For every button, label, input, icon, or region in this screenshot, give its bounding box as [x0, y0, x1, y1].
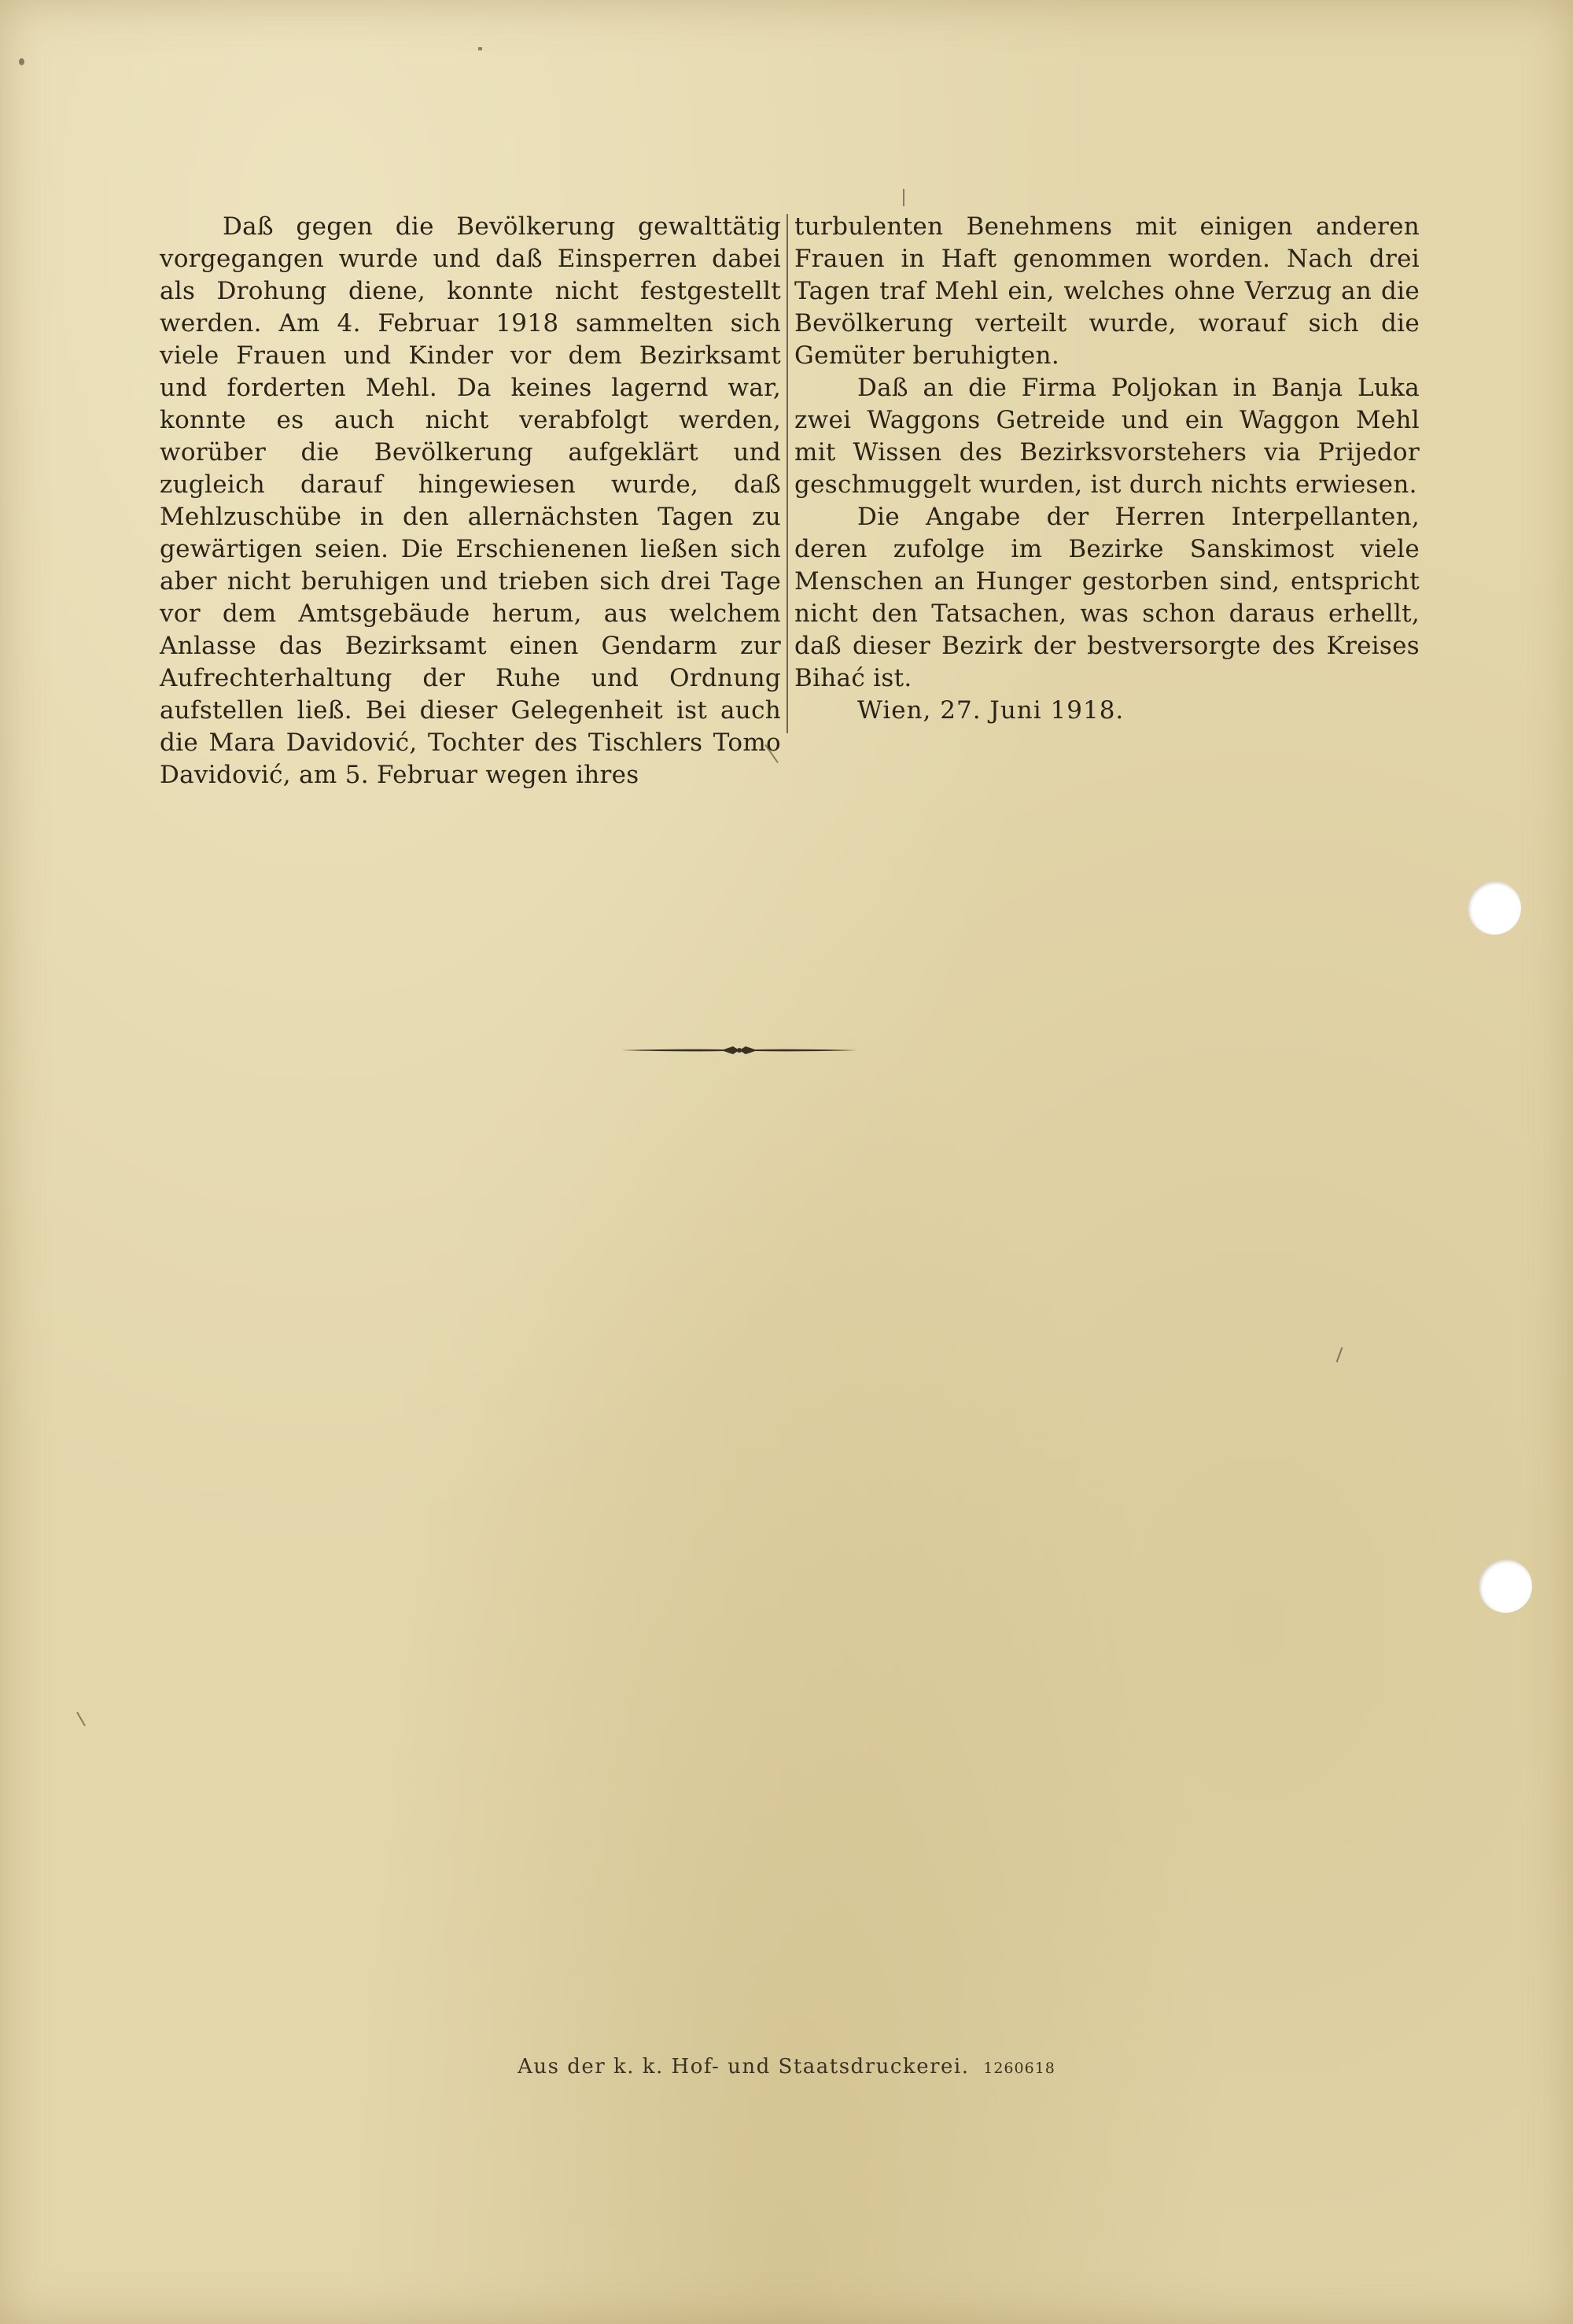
right-paragraph-1: turbulenten Benehmens mit einigen anderen Frauen in Haft genommen worden. Nach drei Tagen traf Mehl ein, welches ohne Verzug an die Bevölkerung verteilt wurde, worauf sich die Gemüter beruhigten. [794, 212, 1420, 370]
ornament-divider [621, 1041, 857, 1060]
paper-speck [478, 47, 482, 50]
punch-hole-top [1468, 881, 1521, 935]
column-divider [786, 214, 788, 733]
right-paragraph-3: Die Angabe der Herren Interpellanten, deren zufolge im Bezirke Sanskimost viele Menschen an Hunger gestorben sind, entspricht nicht den Tatsachen, was schon daraus erhellt, daß dieser Bezirk der bestversorgte des Kreises Bihać ist. [794, 503, 1420, 692]
print-code: 1260618 [983, 2060, 1055, 2077]
punch-hole-bottom [1479, 1559, 1532, 1613]
paper-speck [19, 58, 24, 65]
paper-speck [76, 1712, 86, 1726]
paper-speck [1336, 1347, 1343, 1362]
printer-imprint [0, 2055, 1573, 2079]
right-paragraph-2: Daß an die Firma Poljokan in Banja Luka zwei Waggons Getreide und ein Waggon Mehl mit Wissen des Bezirksvorstehers via Prijedor geschmuggelt wurden, ist durch nichts erwiesen. [794, 374, 1420, 499]
left-paragraph-1: Daß gegen die Bevölkerung gewalttätig vorgegangen wurde und daß Einsperren dabei als Drohung diene, konnte nicht festgestellt werden. Am 4. Februar 1918 sammelten sich viele Frauen und Kinder vor dem Bezirksamt und forderten Mehl. Da keines lagernd war, konnte es auch nicht verabfolgt werden, worüber die Bevölkerung aufgeklärt und zugleich darauf hingewiesen wurde, daß Mehlzuschübe in den allernächsten Tagen zu gewärtigen seien. Die Erschienenen ließen sich aber nicht beruhigen und trieben sich drei Tage vor dem Amtsgebäude herum, aus welchem Anlasse das Bezirksamt einen Gendarm zur Aufrechterhaltung der Ruhe und Ordnung aufstellen ließ. Bei dieser Gelegenheit ist auch die Mara Davidović, Tochter des Tischlers Tomo Davidović, am 5. Februar wegen ihres [160, 212, 781, 789]
right-text-column [794, 211, 1420, 727]
imprint-text: Aus der k. k. Hof- und Staatsdruckerei. [518, 2055, 970, 2079]
left-text-column [160, 211, 781, 791]
place-date: Wien, 27. Juni 1918. [857, 696, 1125, 725]
paper-speck [903, 189, 904, 206]
